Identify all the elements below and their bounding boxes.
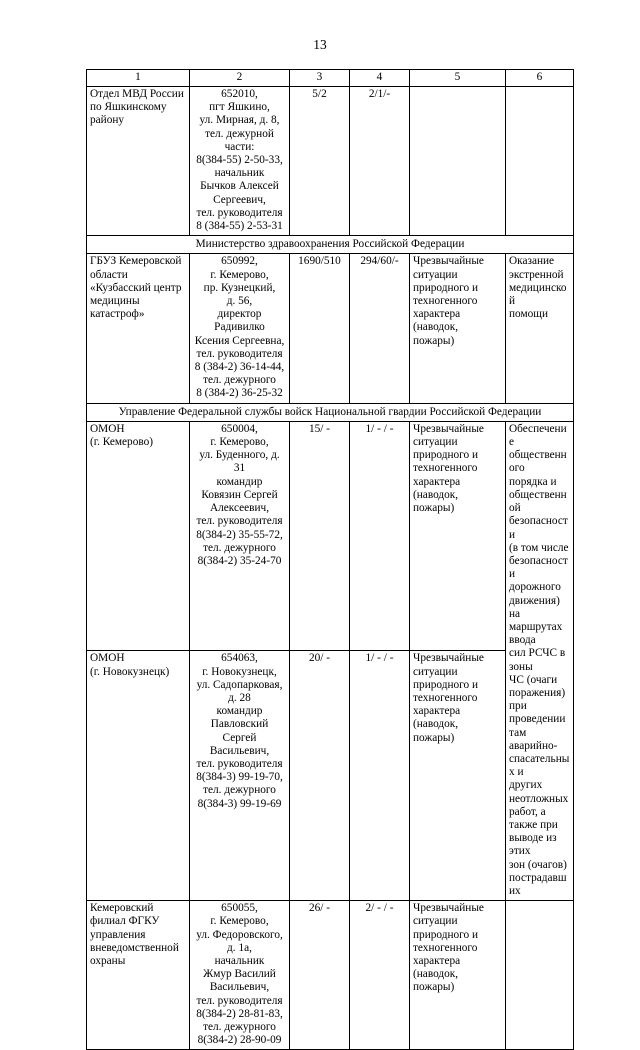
table-row: [87, 421, 574, 651]
organization-name: ОМОН (г. Новокузнецк): [87, 651, 190, 901]
contact-details: 650055, г. Кемерово, ул. Федоровского, д. 1а, начальник Жмур Василий Васильевич, тел. руководителя 8(384-2) 28-81-83, тел. дежурного 8(384-2) 28-90-09: [190, 901, 290, 1050]
organization-name: ГБУЗ Кемеровской области «Кузбасский центр медицины катастроф»: [87, 254, 190, 403]
column-number: 3: [290, 70, 350, 87]
emergency-types: Чрезвычайные ситуации природного и техногенного характера (наводок, пожары): [410, 901, 506, 1050]
contact-details: 652010, пгт Яшкино, ул. Мирная, д. 8, тел. дежурной части: 8(384-55) 2-50-33, начальник Бычков Алексей Сергеевич, тел. руководителя 8 (384-55) 2-53-31: [190, 87, 290, 236]
emergency-types: Чрезвычайные ситуации природного и техногенного характера (наводок, пожары): [410, 421, 506, 651]
resources-table: [86, 69, 574, 1050]
organization-name: Отдел МВД России по Яшкинскому району: [87, 87, 190, 236]
equipment-count: 1/ - / -: [350, 421, 410, 651]
emergency-types: [410, 87, 506, 236]
personnel-count: 26/ -: [290, 901, 350, 1050]
section-row: [87, 236, 574, 254]
page-number: 13: [313, 37, 327, 52]
personnel-count: 15/ -: [290, 421, 350, 651]
contact-details: 650992, г. Кемерово, пр. Кузнецкий, д. 56, директор Радивилко Ксения Сергеевна, тел. руководителя 8 (384-2) 36-14-44, тел. дежурного 8 (384-2) 36-25-32: [190, 254, 290, 403]
equipment-count: 1/ - / -: [350, 651, 410, 901]
emergency-types: Чрезвычайные ситуации природного и техногенного характера (наводок, пожары): [410, 651, 506, 901]
table-row: [87, 651, 574, 901]
table-row: [87, 87, 574, 236]
tasks: Обеспечение общественного порядка и общественной безопасности (в том числе безопасности дорожного движения) на маршрутах ввода сил РСЧС в зоны ЧС (очаги поражения) при проведении там аварийно- спасательных и других неотложных работ, а также при выводе из этих зон (очагов) пострадавших: [506, 421, 574, 900]
column-number: 1: [87, 70, 190, 87]
column-number: 5: [410, 70, 506, 87]
organization-name: Кемеровский филиал ФГКУ управления вневедомственной охраны: [87, 901, 190, 1050]
column-number: 2: [190, 70, 290, 87]
emergency-types: Чрезвычайные ситуации природного и техногенного характера (наводок, пожары): [410, 254, 506, 403]
section-title: Министерство здравоохранения Российской Федерации: [87, 236, 574, 254]
tasks: Оказание экстренной медицинской помощи: [506, 254, 574, 403]
column-number-row: [87, 70, 574, 87]
equipment-count: 294/60/-: [350, 254, 410, 403]
contact-details: 654063, г. Новокузнецк, ул. Садопарковая, д. 28 командир Павловский Сергей Васильевич, тел. руководителя 8(384-3) 99-19-70, тел. дежурного 8(384-3) 99-19-69: [190, 651, 290, 901]
table-row: [87, 254, 574, 403]
personnel-count: 1690/510: [290, 254, 350, 403]
personnel-count: 20/ -: [290, 651, 350, 901]
contact-details: 650004, г. Кемерово, ул. Буденного, д. 31 командир Ковязин Сергей Алексеевич, тел. руководителя 8(384-2) 35-55-72, тел. дежурного 8(384-2) 35-24-70: [190, 421, 290, 651]
section-title: Управление Федеральной службы войск Национальной гвардии Российской Федерации: [87, 403, 574, 421]
table-row: [87, 901, 574, 1050]
column-number: 6: [506, 70, 574, 87]
organization-name: ОМОН (г. Кемерово): [87, 421, 190, 651]
equipment-count: 2/ - / -: [350, 901, 410, 1050]
column-number: 4: [350, 70, 410, 87]
personnel-count: 5/2: [290, 87, 350, 236]
equipment-count: 2/1/-: [350, 87, 410, 236]
tasks: [506, 901, 574, 1050]
section-row: [87, 403, 574, 421]
tasks: [506, 87, 574, 236]
